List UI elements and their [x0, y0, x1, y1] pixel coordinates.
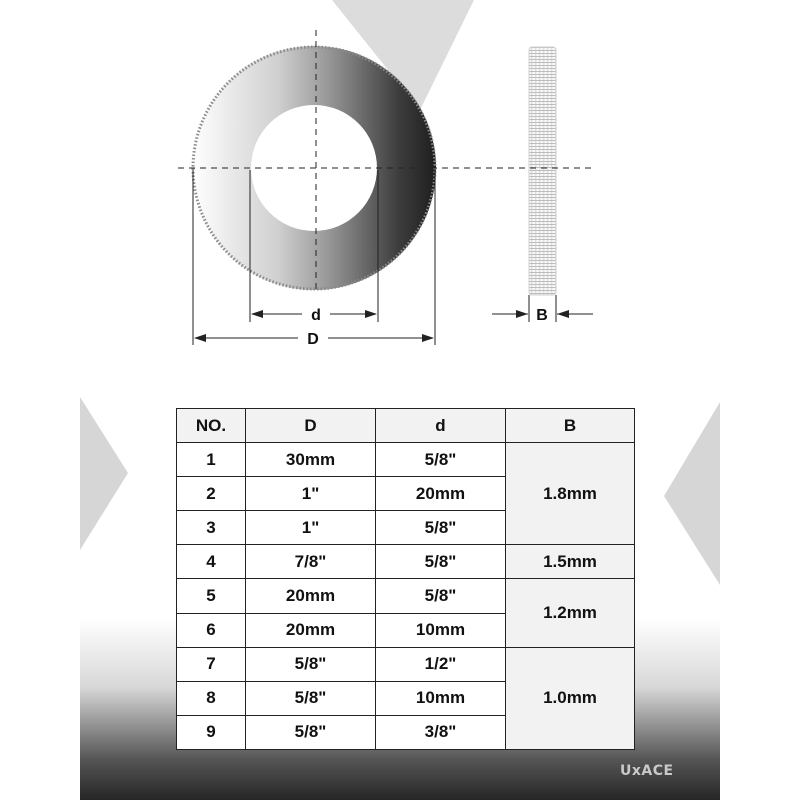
- B-arrow-right: [557, 310, 569, 318]
- table-row: [177, 545, 635, 579]
- left-triangle-decor: [80, 397, 128, 550]
- cell-thickness: 1.2mm: [506, 579, 635, 647]
- d-arrow-left: [251, 310, 263, 318]
- cell-outer-diameter: 1": [246, 477, 376, 511]
- B-arrow-left: [516, 310, 528, 318]
- table-row: [177, 443, 635, 477]
- cell-thickness: 1.0mm: [506, 647, 635, 749]
- table-row: [177, 647, 635, 681]
- cell-inner-diameter: 5/8": [376, 545, 506, 579]
- header-outer-diameter: D: [246, 409, 376, 443]
- cell-outer-diameter: 5/8": [246, 647, 376, 681]
- table-row: [177, 579, 635, 613]
- cell-inner-diameter: 1/2": [376, 647, 506, 681]
- header-no: NO.: [177, 409, 246, 443]
- cell-inner-diameter: 5/8": [376, 511, 506, 545]
- cell-no: 4: [177, 545, 246, 579]
- cell-inner-diameter: 10mm: [376, 681, 506, 715]
- cell-no: 9: [177, 715, 246, 749]
- brand-logo: UxACE: [620, 763, 674, 779]
- washer-side-view: [529, 47, 556, 295]
- header-inner-diameter: d: [376, 409, 506, 443]
- cell-inner-diameter: 20mm: [376, 477, 506, 511]
- table-header-row: [177, 409, 635, 443]
- d-arrow-right: [365, 310, 377, 318]
- cell-no: 7: [177, 647, 246, 681]
- cell-outer-diameter: 7/8": [246, 545, 376, 579]
- cell-inner-diameter: 5/8": [376, 579, 506, 613]
- cell-outer-diameter: 1": [246, 511, 376, 545]
- cell-inner-diameter: 5/8": [376, 443, 506, 477]
- right-triangle-decor: [664, 402, 720, 585]
- cell-outer-diameter: 5/8": [246, 681, 376, 715]
- header-thickness: B: [506, 409, 635, 443]
- cell-no: 8: [177, 681, 246, 715]
- cell-thickness: 1.8mm: [506, 443, 635, 545]
- B-label: B: [536, 307, 548, 324]
- cell-thickness: 1.5mm: [506, 545, 635, 579]
- cell-outer-diameter: 5/8": [246, 715, 376, 749]
- cell-no: 5: [177, 579, 246, 613]
- cell-no: 6: [177, 613, 246, 647]
- cell-no: 3: [177, 511, 246, 545]
- cell-inner-diameter: 3/8": [376, 715, 506, 749]
- d-label: d: [311, 307, 321, 324]
- specification-table: [176, 408, 635, 750]
- D-arrow-left: [194, 334, 206, 342]
- cell-outer-diameter: 20mm: [246, 579, 376, 613]
- cell-inner-diameter: 10mm: [376, 613, 506, 647]
- D-label: D: [307, 331, 319, 348]
- cell-no: 2: [177, 477, 246, 511]
- cell-outer-diameter: 30mm: [246, 443, 376, 477]
- cell-no: 1: [177, 443, 246, 477]
- cell-outer-diameter: 20mm: [246, 613, 376, 647]
- D-arrow-right: [422, 334, 434, 342]
